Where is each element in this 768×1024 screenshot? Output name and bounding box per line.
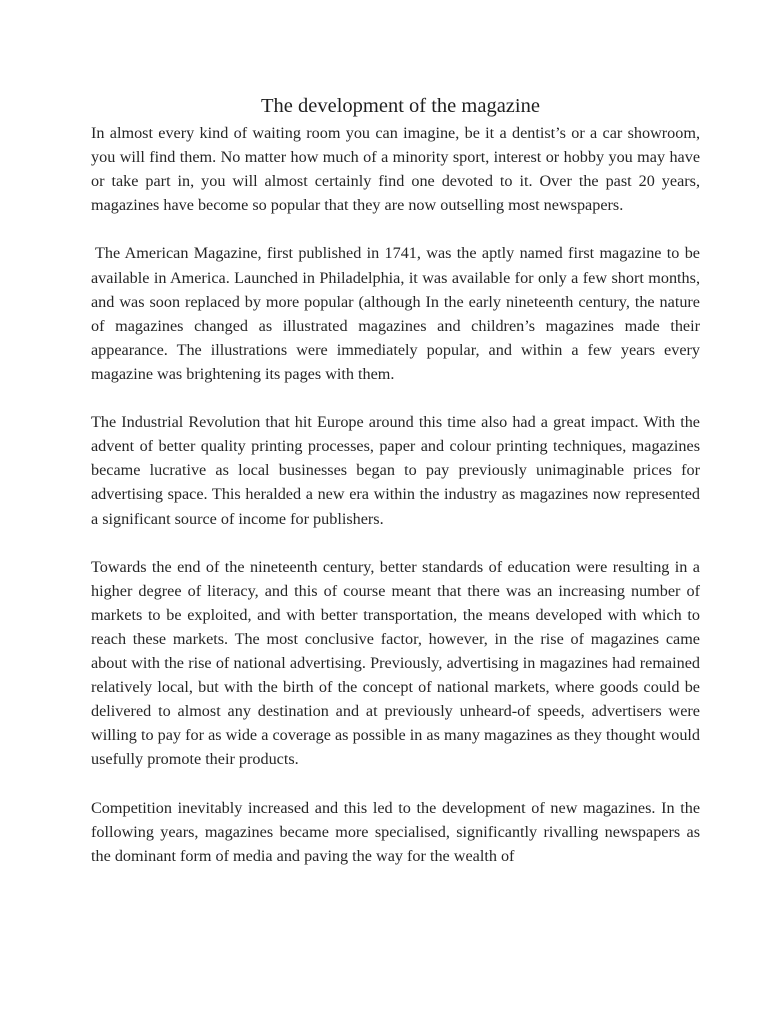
page-title: The development of the magazine [261, 95, 540, 117]
paragraph-american-magazine: The American Magazine, first published in 1741, was the aptly named first magazine to be available in America. Launched in Philadelphia, it was available for only a few short months, and was soon replaced by more popular (although In the early nineteenth century, the nature of magazines changed as illustrated magazines and children’s magazines made their appearance. The illustrations were immediately popular, and within a few years every magazine was brightening its pages with them. [91, 244, 700, 383]
paragraph-national-advertising: Towards the end of the nineteenth century, better standards of education were resulting in a higher degree of literacy, and this of course meant that there was an increasing number of markets to be exploited, and with better transportation, the means developed with which to reach these markets. The most conclusive factor, however, in the rise of magazines came about with the rise of national advertising. Previously, advertising in magazines had remained relatively local, but with the birth of the concept of national markets, where goods could be delivered to almost any destination and at previously unheard-of speeds, advertisers were willing to pay for as wide a coverage as possible in as many magazines as they thought would usefully promote their products. [91, 557, 700, 769]
paragraph-intro: In almost every kind of waiting room you can imagine, be it a dentist’s or a car showroom, you will find them. No matter how much of a minority sport, interest or hobby you may have or take part in, you will almost certainly find one devoted to it. Over the past 20 years, magazines have become so popular that they are now outselling most newspapers. [91, 124, 700, 215]
paragraph-industrial-revolution: The Industrial Revolution that hit Europe around this time also had a great impact. With the advent of better quality printing processes, paper and colour printing techniques, magazines became lucrative as local businesses began to pay previously unimaginable prices for advertising space. This heralded a new era within the industry as magazines now represented a significant source of income for publishers. [91, 413, 700, 528]
paragraph-competition: Competition inevitably increased and this led to the development of new magazines. In the following years, magazines became more specialised, significantly rivalling newspapers as the dominant form of media and paving the way for the wealth of [91, 798, 700, 865]
document-page [91, 93, 700, 868]
